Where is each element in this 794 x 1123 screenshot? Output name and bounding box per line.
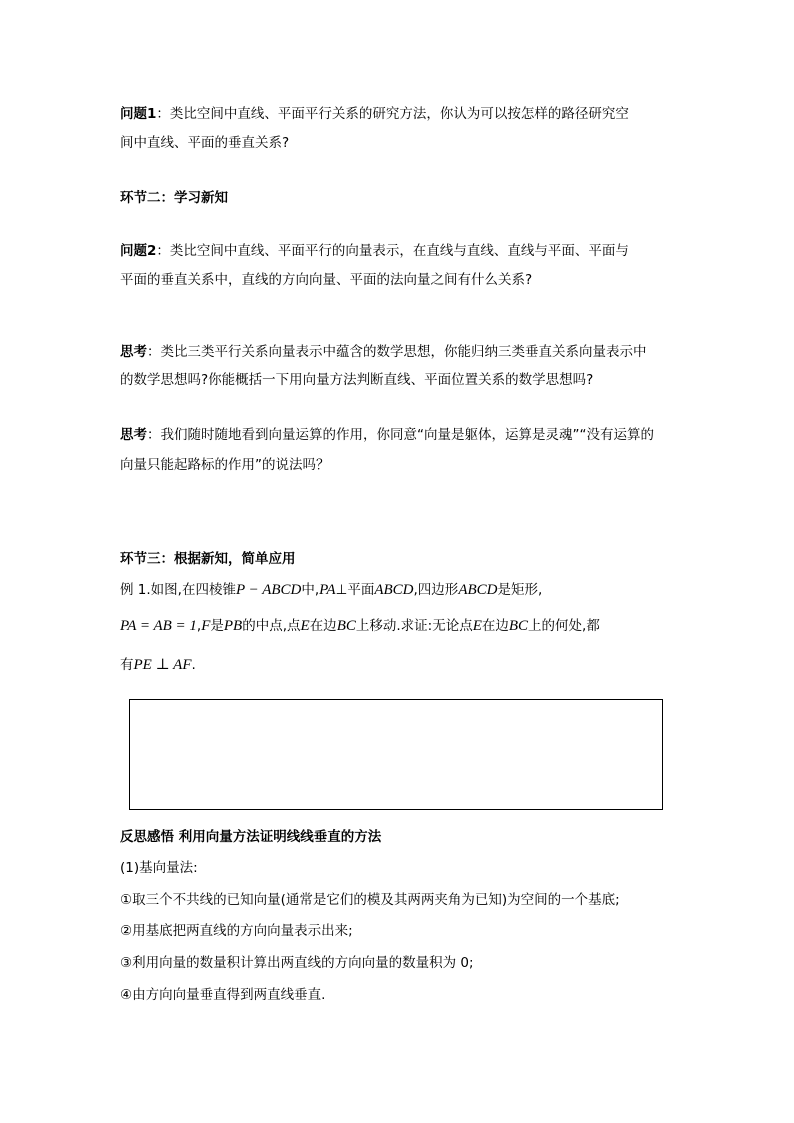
think-1-label: 思考 [120, 344, 147, 360]
math-quad: ABCD [458, 582, 498, 598]
reflection-item: (1)基向量法: [120, 860, 198, 876]
math-pe-perp-af: PE ⊥ AF [133, 657, 192, 673]
math-bc-2: BC [508, 618, 529, 634]
reflection-item: ③利用向量的数量积计算出两直线的方向向量的数量积为 0; [120, 955, 474, 971]
math-plane: ABCD [374, 582, 414, 598]
question-1-label: 问题1 [120, 106, 157, 122]
question-2-label: 问题2 [120, 243, 157, 259]
think-1-line-1: 思考：类比三类平行关系向量表示中蕴含的数学思想，你能归纳三类垂直关系向量表示中 [120, 344, 647, 360]
example-1-line-3: 有PE ⊥ AF. [120, 657, 196, 673]
math-f: F [201, 618, 211, 634]
math-bc: BC [336, 618, 356, 634]
question-2-line-2: 平面的垂直关系中，直线的方向向量、平面的法向量之间有什么关系? [120, 272, 533, 288]
think-1-line-2: 的数学思想吗?你能概括一下用向量方法判断直线、平面位置关系的数学思想吗? [120, 372, 594, 388]
question-2-line-1: 问题2：类比空间中直线、平面平行的向量表示，在直线与直线、直线与平面、平面与 [120, 243, 629, 259]
section-3-title: 环节三：根据新知，简单应用 [120, 551, 296, 567]
question-1-line-1: 问题1：类比空间中直线、平面平行关系的研究方法，你认为可以按怎样的路径研究空 [120, 106, 629, 122]
think-2-label: 思考 [120, 427, 147, 443]
section-2-title: 环节二：学习新知 [120, 190, 228, 206]
math-lengths: PA = AB = 1 [120, 618, 197, 634]
math-pyramid: P − ABCD [235, 582, 302, 598]
think-2-line-1: 思考：我们随时随地看到向量运算的作用，你同意“向量是躯体，运算是灵魂”“没有运算的 [120, 427, 654, 443]
reflection-item: ①取三个不共线的已知向量(通常是它们的模及其两两夹角为已知)为空间的一个基底; [120, 892, 620, 908]
answer-box[interactable] [129, 699, 663, 810]
math-pb: PB [223, 618, 243, 634]
example-1-line-2: PA = AB = 1,F是PB的中点,点E在边BC上移动.求证:无论点E在边BC上的何处,都 [120, 618, 600, 634]
math-pa: PA [319, 582, 336, 598]
math-e: E [300, 618, 310, 634]
reflection-item: ②用基底把两直线的方向向量表示出来; [120, 923, 353, 939]
reflection-title: 反思感悟 利用向量方法证明线线垂直的方法 [120, 829, 382, 845]
math-e-2: E [472, 618, 482, 634]
example-1-line-1: 例 1.如图,在四棱锥P − ABCD中,PA⊥平面ABCD,四边形ABCD是矩形, [120, 582, 543, 598]
question-1-line-2: 间中直线、平面的垂直关系? [120, 135, 290, 151]
reflection-item: ④由方向向量垂直得到两直线垂直. [120, 987, 326, 1003]
think-2-line-2: 向量只能起路标的作用”的说法吗？ [120, 457, 330, 473]
